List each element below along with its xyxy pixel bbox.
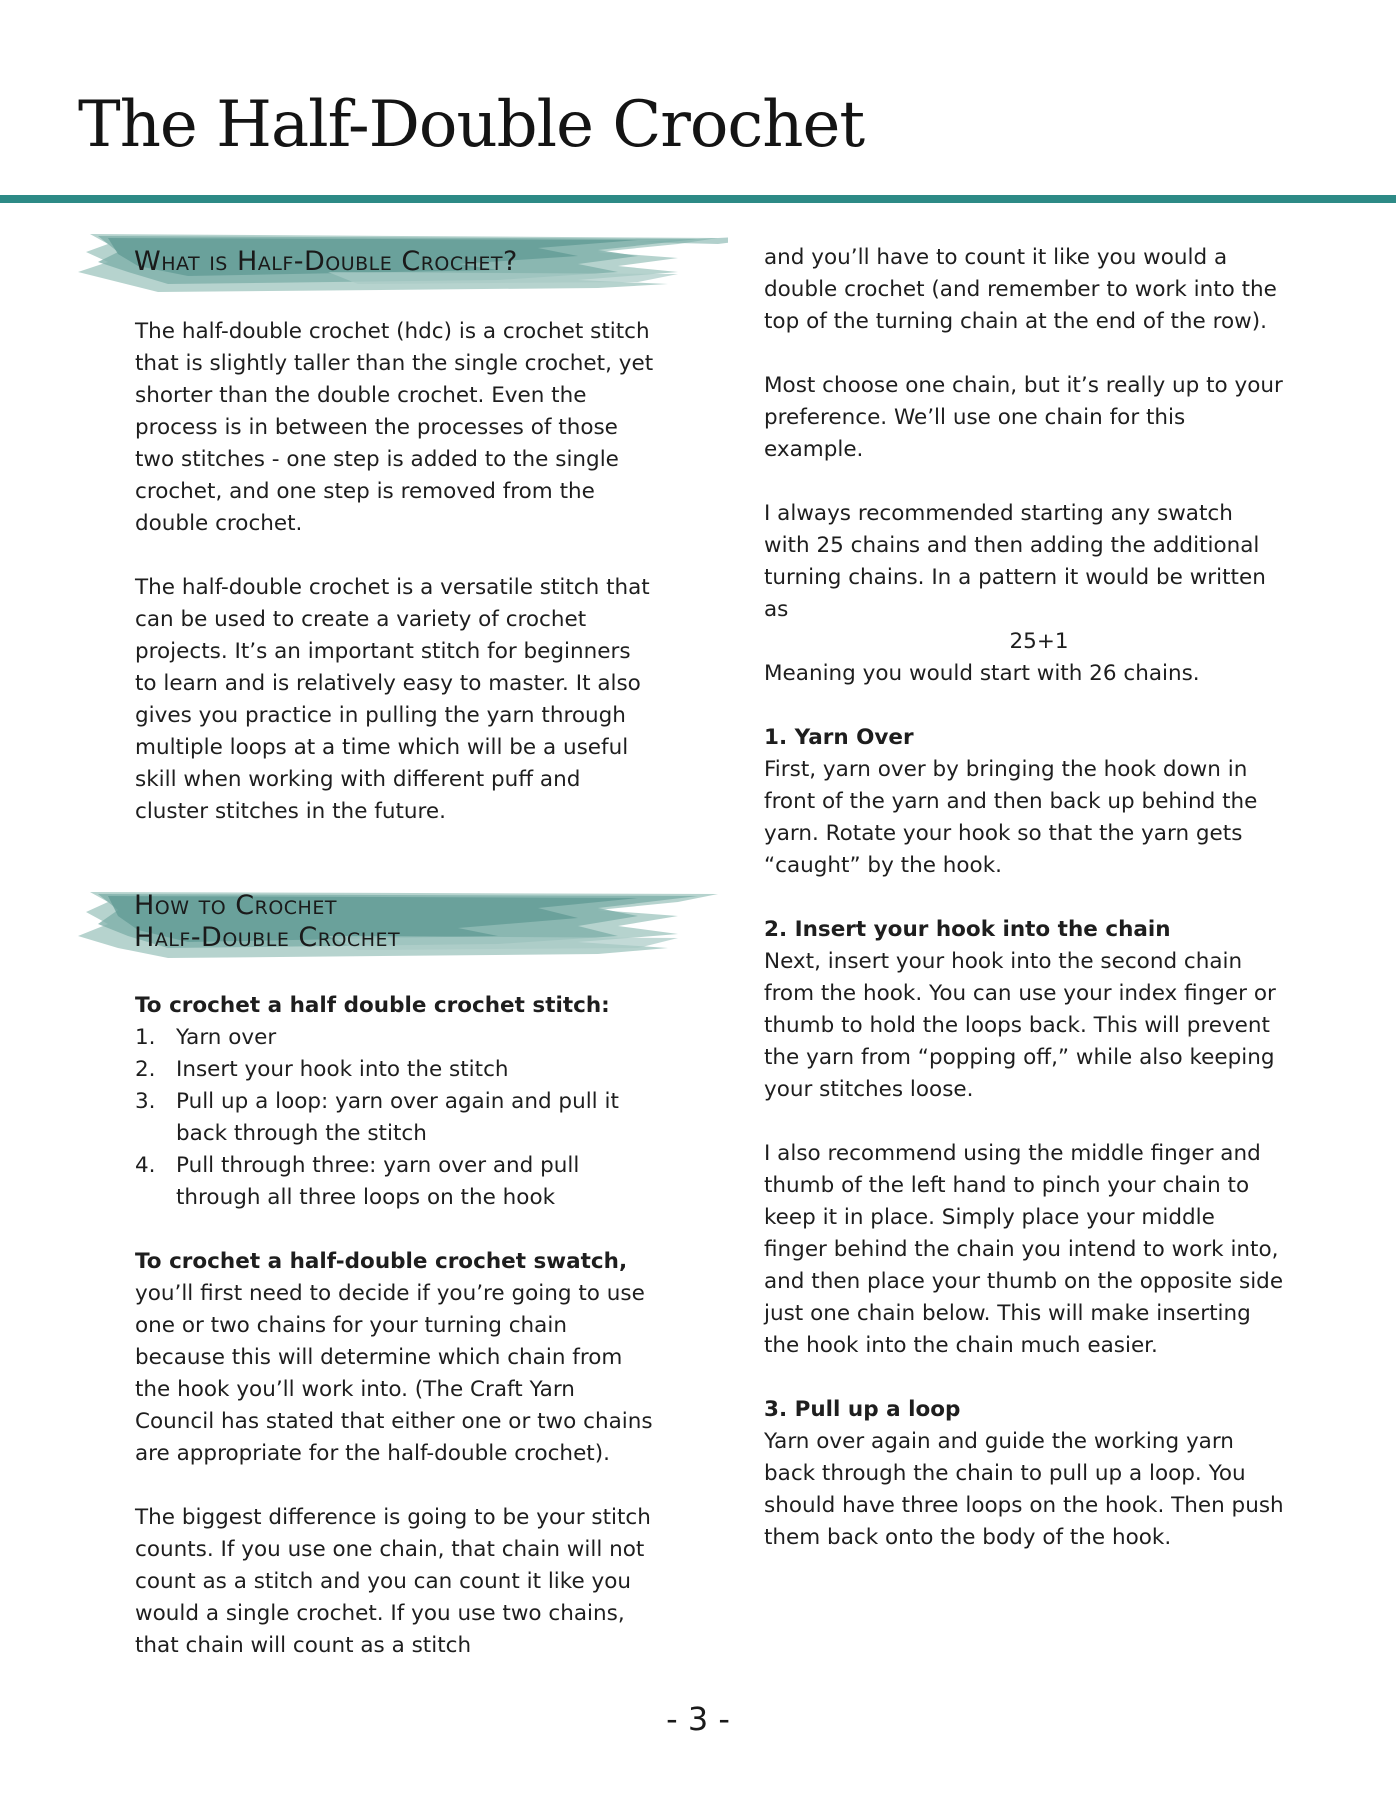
title-underline-rule bbox=[0, 195, 1396, 203]
list-item-number: 1. bbox=[135, 1025, 156, 1050]
swatch-lead: To crochet a half-double crochet swatch, bbox=[135, 1249, 628, 1274]
step-title: 2. Insert your hook into the chain bbox=[764, 917, 1171, 942]
page-number: - 3 - bbox=[666, 1700, 730, 1738]
paragraph: Most choose one chain, but it’s really up to your preference. We’ll use one chain for this example. bbox=[764, 373, 1283, 462]
steps-list bbox=[135, 1022, 655, 1214]
section-heading-label-line2: Half-Double Crochet bbox=[134, 922, 401, 953]
steps-intro: To crochet a half double crochet stitch: bbox=[135, 993, 610, 1018]
list-item-number: 3. bbox=[135, 1089, 156, 1114]
list-item-text: Insert your hook into the stitch bbox=[176, 1057, 509, 1082]
formula: 25+1 bbox=[1009, 629, 1069, 654]
paragraph: The biggest difference is going to be your stitch counts. If you use one chain, that chain will not count as a stitch and you can count it like you would a single crochet. If you use two chains, that chain will count as a stitch bbox=[135, 1505, 651, 1658]
list-item-number: 2. bbox=[135, 1057, 156, 1082]
paragraph: The half-double crochet (hdc) is a crochet stitch that is slightly taller than the single crochet, yet shorter than the double crochet. Even the process is in between the processes of those two stitches - one step is added to the single crochet, and one step is removed from the double crochet. bbox=[135, 319, 654, 536]
left-column-intro bbox=[135, 316, 655, 828]
right-column bbox=[764, 242, 1284, 1554]
list-item-number: 4. bbox=[135, 1153, 156, 1178]
paragraph: Yarn over again and guide the working yarn back through the chain to pull up a loop. You should have three loops on the hook. Then push them back onto the body of the hook. bbox=[764, 1429, 1284, 1550]
list-item-text: Pull through three: yarn over and pull through all three loops on the hook bbox=[176, 1153, 580, 1210]
list-item bbox=[135, 1150, 655, 1214]
list-item-text: Yarn over bbox=[176, 1025, 277, 1050]
paragraph: you’ll first need to decide if you’re going to use one or two chains for your turning chain because this will determine which chain from the hook you’ll work into. (The Craft Yarn Council has stated that either one or two chains are appropriate for the half-double crochet). bbox=[135, 1281, 653, 1466]
list-item bbox=[135, 1054, 655, 1086]
paragraph: Next, insert your hook into the second chain from the hook. You can use your index finger or thumb to hold the loops back. This will prevent the yarn from “popping off,” while also keeping your stitches loose. bbox=[764, 949, 1276, 1102]
page-title: The Half-Double Crochet bbox=[78, 88, 865, 162]
list-item bbox=[135, 1022, 655, 1054]
section-heading-how-to bbox=[78, 882, 728, 972]
paragraph: The half-double crochet is a versatile stitch that can be used to create a variety of crochet projects. It’s an important stitch for beginners to learn and is relatively easy to master. It also gives you practice in pulling the yarn through multiple loops at a time which will be a useful skill when working with different puff and cluster stitches in the future. bbox=[135, 575, 650, 824]
step-title: 1. Yarn Over bbox=[764, 725, 914, 750]
left-column-instructions bbox=[135, 990, 655, 1662]
list-item-text: Pull up a loop: yarn over again and pull it back through the stitch bbox=[176, 1089, 619, 1146]
list-item bbox=[135, 1086, 655, 1150]
section-heading-label: What is Half-Double Crochet? bbox=[134, 246, 518, 277]
paragraph: and you’ll have to count it like you would a double crochet (and remember to work into the top of the turning chain at the end of the row). bbox=[764, 245, 1277, 334]
step-title: 3. Pull up a loop bbox=[764, 1397, 961, 1422]
paragraph: I always recommended starting any swatch with 25 chains and then adding the additional turning chains. In a pattern it would be written as bbox=[764, 501, 1266, 622]
paragraph: I also recommend using the middle finger and thumb of the left hand to pinch your chain to keep it in place. Simply place your middle finger behind the chain you intend to work into, and then place your thumb on the opposite side just one chain below. This will make inserting the hook into the chain much easier. bbox=[764, 1141, 1284, 1358]
section-heading-label-line1: How to Crochet bbox=[134, 890, 337, 921]
section-heading-what-is bbox=[78, 222, 728, 302]
paragraph: First, yarn over by bringing the hook down in front of the yarn and then back up behind the yarn. Rotate your hook so that the yarn gets “caught” by the hook. bbox=[764, 757, 1258, 878]
paragraph: Meaning you would start with 26 chains. bbox=[764, 661, 1200, 686]
